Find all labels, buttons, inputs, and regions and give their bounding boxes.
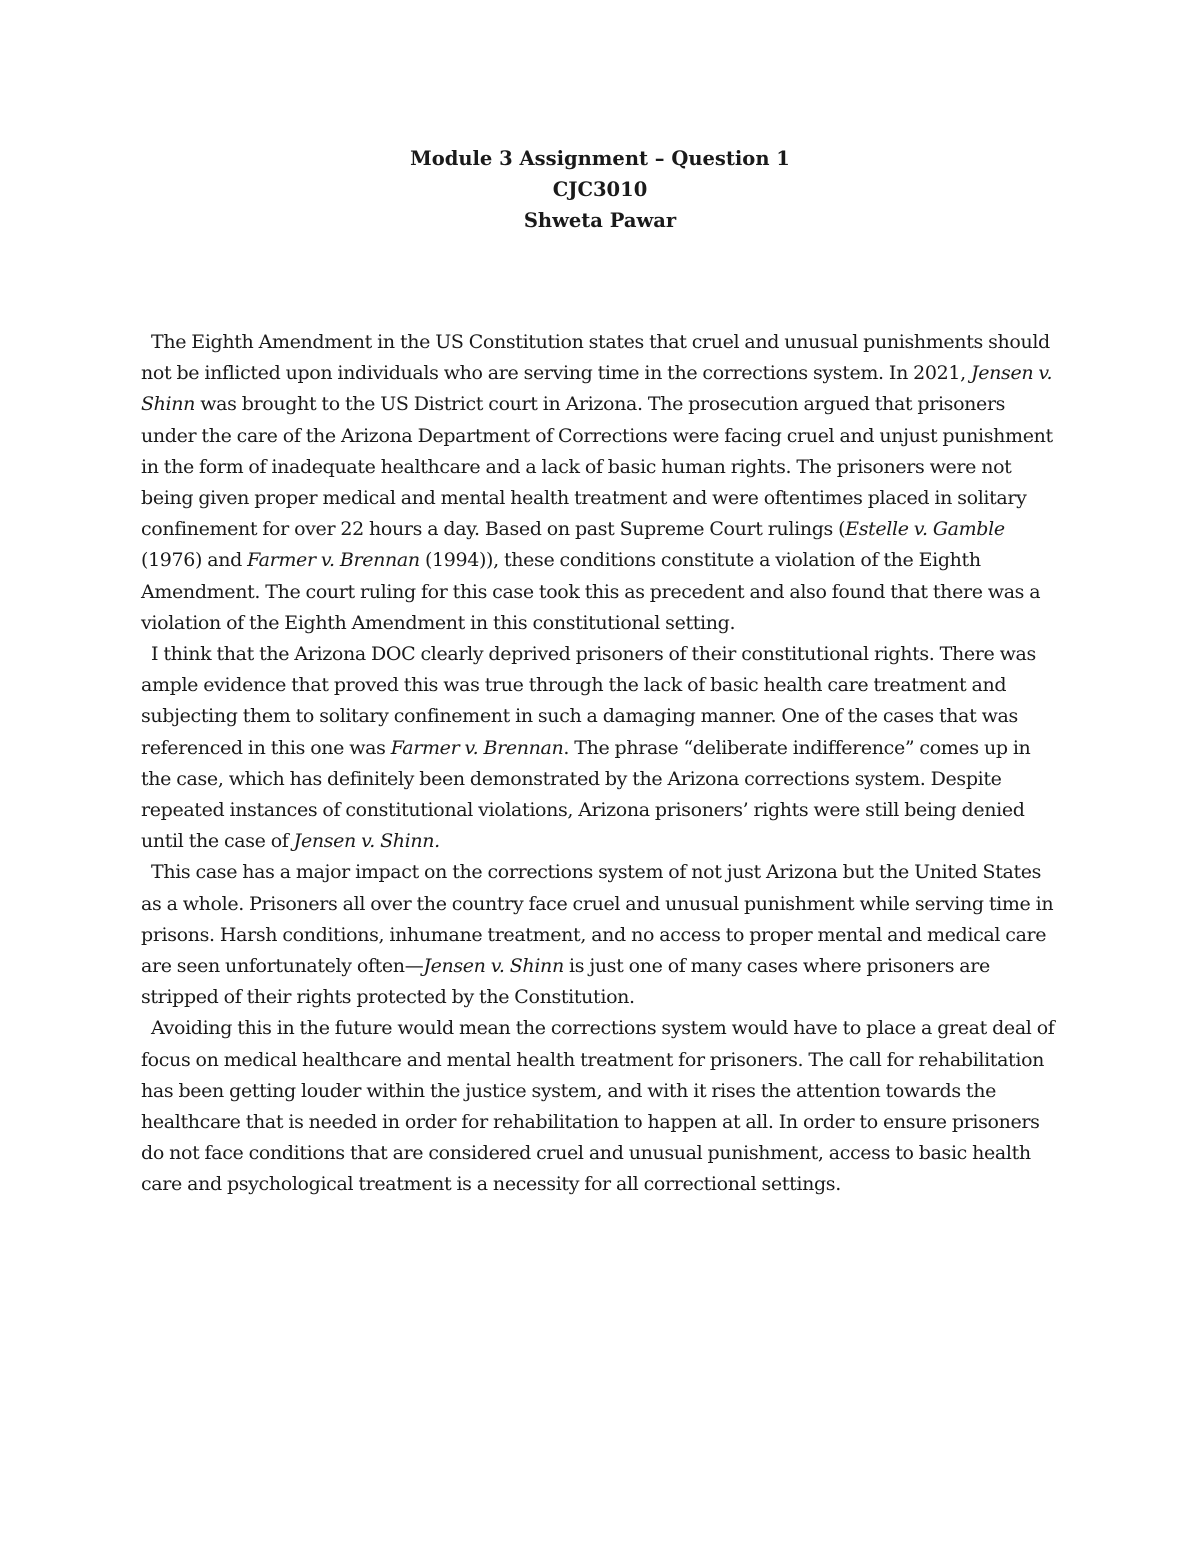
text-run: (1994)), these conditions constitute a violation of the Eighth Amendment. The court ruling for this case took this as precedent and also found that there was a violation of the Eighth Amendment in this constitutional setting.	[141, 549, 1041, 634]
text-run: is just one of many cases where prisoners are stripped of their rights protected by the Constitution.	[141, 955, 990, 1009]
essay-body	[141, 327, 1063, 1201]
text-run: The Eighth Amendment in the US Constitution states that cruel and unusual punishments should not be inflicted upon individuals who are serving time in the corrections system. In 2021,	[141, 331, 1050, 385]
text-run: I think that the Arizona DOC clearly deprived prisoners of their constitutional rights. There was ample evidence that proved this was true through the lack of basic health care treatment and subjecting them to solitary confinement in such a damaging manner. One of the cases that was referenced in this one was	[141, 643, 1036, 759]
paragraph	[141, 639, 1063, 857]
case-name: Farmer v. Brennan	[390, 736, 564, 759]
title-block	[0, 143, 1200, 236]
case-name: Farmer v. Brennan	[247, 549, 420, 572]
text-run: This case has a major impact on the corrections system of not just Arizona but the United States as a whole. Prisoners all over the country face cruel and unusual punishment while serving time in prisons. Harsh conditions, inhumane treatment, and no access to proper mental and medical care are seen unfortunately often—	[141, 861, 1054, 978]
course-code: CJC3010	[552, 178, 648, 201]
text-run: (1976) and	[141, 549, 248, 572]
author-name: Shweta Pawar	[523, 209, 677, 232]
paragraph	[141, 327, 1063, 639]
paragraph	[141, 1013, 1063, 1200]
text-run: was brought to the US District court in Arizona. The prosecution argued that prisoners under the care of the Arizona Department of Corrections were facing cruel and unjust punishment in the form of inadequate healthcare and a lack of basic human rights. The prisoners were not being given proper medical and mental health treatment and were oftentimes placed in solitary confinement for over 22 hours a day. Based on past Supreme Court rulings (	[141, 393, 1053, 541]
case-name: Estelle v. Gamble	[845, 518, 1005, 541]
case-name: Jensen v. Shinn	[141, 362, 1053, 416]
case-name: Jensen v. Shinn	[423, 955, 564, 978]
case-name: Jensen v. Shinn.	[293, 830, 440, 853]
text-run: Avoiding this in the future would mean the corrections system would have to place a great deal of focus on medical healthcare and mental health treatment for prisoners. The call for rehabilitation has been getting louder within the justice system, and with it rises the attention towards the healthcare that is needed in order for rehabilitation to happen at all. In order to ensure prisoners do not face conditions that are considered cruel and unusual punishment, access to basic health care and psychological treatment is a necessity for all correctional settings.	[141, 1017, 1055, 1196]
paragraph	[141, 857, 1063, 1013]
text-run: . The phrase “deliberate indifference” comes up in the case, which has definitely been demonstrated by the Arizona corrections system. Despite repeated instances of constitutional violations, Arizona prisoners’ rights were still being denied until the case of	[141, 736, 1031, 853]
assignment-title: Module 3 Assignment – Question 1	[410, 147, 790, 170]
